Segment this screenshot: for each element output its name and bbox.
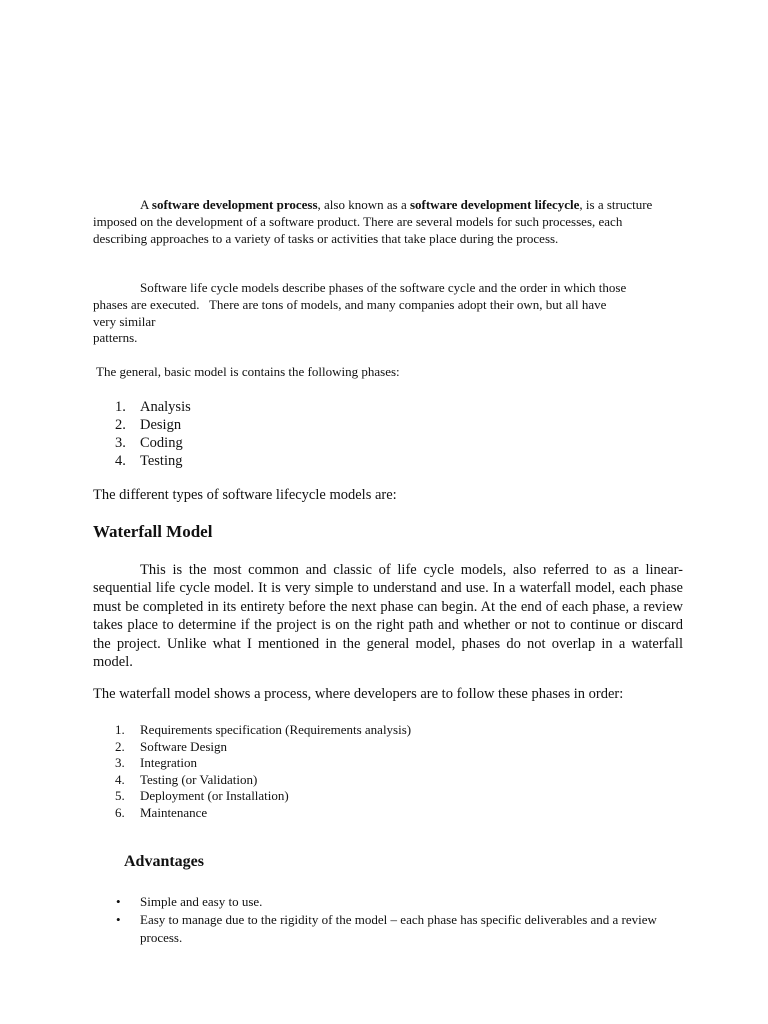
list-item-number: 5. — [115, 788, 125, 804]
intro-text-post: , is a structure imposed on the development of a software product. There are several models for such processes, each describing approaches to a variety of tasks or activities that take place during the process. — [93, 197, 653, 246]
list-item-label: Design — [140, 417, 182, 433]
list-item-label: Deployment (or Installation) — [140, 788, 289, 804]
list-item-label: Integration — [140, 755, 198, 771]
list-item-label: Software Design — [140, 738, 228, 754]
list-item-number: 4. — [115, 771, 125, 787]
list-item — [115, 788, 411, 805]
intro-term-lifecycle: software development lifecycle — [409, 197, 580, 212]
list-item — [115, 804, 411, 822]
list-item-number: 2. — [115, 417, 126, 433]
advantages-heading: Advantages — [124, 853, 205, 870]
list-item-number: 3. — [115, 435, 126, 451]
list-item-number: 6. — [115, 804, 125, 820]
bullet-icon: • — [116, 912, 121, 927]
list-item — [116, 893, 680, 911]
waterfall-heading: Waterfall Model — [93, 522, 213, 541]
waterfall-phases-intro: The waterfall model shows a process, where developers are to follow these phases in order: — [93, 686, 624, 702]
waterfall-paragraph-text: This is the most common and classic of life cycle models, also referred to as a linear-sequential life cycle model. It is very simple to understand and use. In a waterfall model, each phase must be completed in its entirety before the next phase can begin. At the end of each phase, a review takes place to determine if the project is on the right path and whether or not to continue or discard the project. Unlike what I mentioned in the general model, phases do not overlap in a waterfall model. — [93, 562, 683, 671]
list-item — [115, 722, 412, 739]
intro-text-pre: A — [140, 197, 152, 212]
list-item-label: Testing (or Validation) — [140, 771, 258, 787]
list-item — [116, 911, 680, 947]
model-types-intro: The different types of software lifecycle models are: — [93, 487, 397, 503]
intro-paragraph — [93, 196, 653, 247]
models-paragraph-line-3: very similar — [93, 314, 156, 329]
list-item — [115, 755, 411, 772]
general-phases-list — [115, 398, 191, 470]
intro-text-mid: , also known as a — [317, 197, 410, 212]
list-item-label: Coding — [140, 435, 183, 451]
list-item-label: Maintenance — [140, 804, 208, 820]
list-item-number: 2. — [115, 738, 125, 754]
list-item — [115, 398, 191, 416]
list-item-number: 1. — [115, 399, 126, 415]
list-item-label: Requirements specification (Requirements analysis) — [140, 722, 412, 737]
list-item — [115, 434, 191, 452]
advantages-list — [116, 893, 680, 947]
waterfall-paragraph — [93, 561, 683, 671]
models-paragraph-line-1: Software life cycle models describe phases of the software cycle and the order in which those — [140, 280, 627, 295]
list-item — [115, 452, 191, 470]
list-item-label: Testing — [140, 453, 183, 469]
list-item — [115, 738, 411, 756]
bullet-icon: • — [116, 894, 121, 909]
models-paragraph-line-2: phases are executed. There are tons of models, and many companies adopt their own, but all have — [93, 297, 607, 312]
list-item-label: Analysis — [140, 399, 191, 415]
list-item-number: 4. — [115, 453, 126, 469]
list-item-label: Simple and easy to use. — [140, 894, 263, 909]
list-item-number: 3. — [115, 755, 125, 771]
waterfall-phases-list — [115, 722, 412, 822]
intro-term-process: software development process — [151, 197, 318, 212]
models-paragraph-line-4: patterns. — [93, 330, 138, 345]
list-item-number: 1. — [115, 722, 125, 737]
list-item — [115, 416, 191, 434]
list-item — [115, 771, 411, 789]
general-model-intro: The general, basic model is contains the following phases: — [93, 364, 400, 379]
list-item-label: Easy to manage due to the rigidity of the model – each phase has specific deliverables and a review process. — [140, 912, 657, 945]
